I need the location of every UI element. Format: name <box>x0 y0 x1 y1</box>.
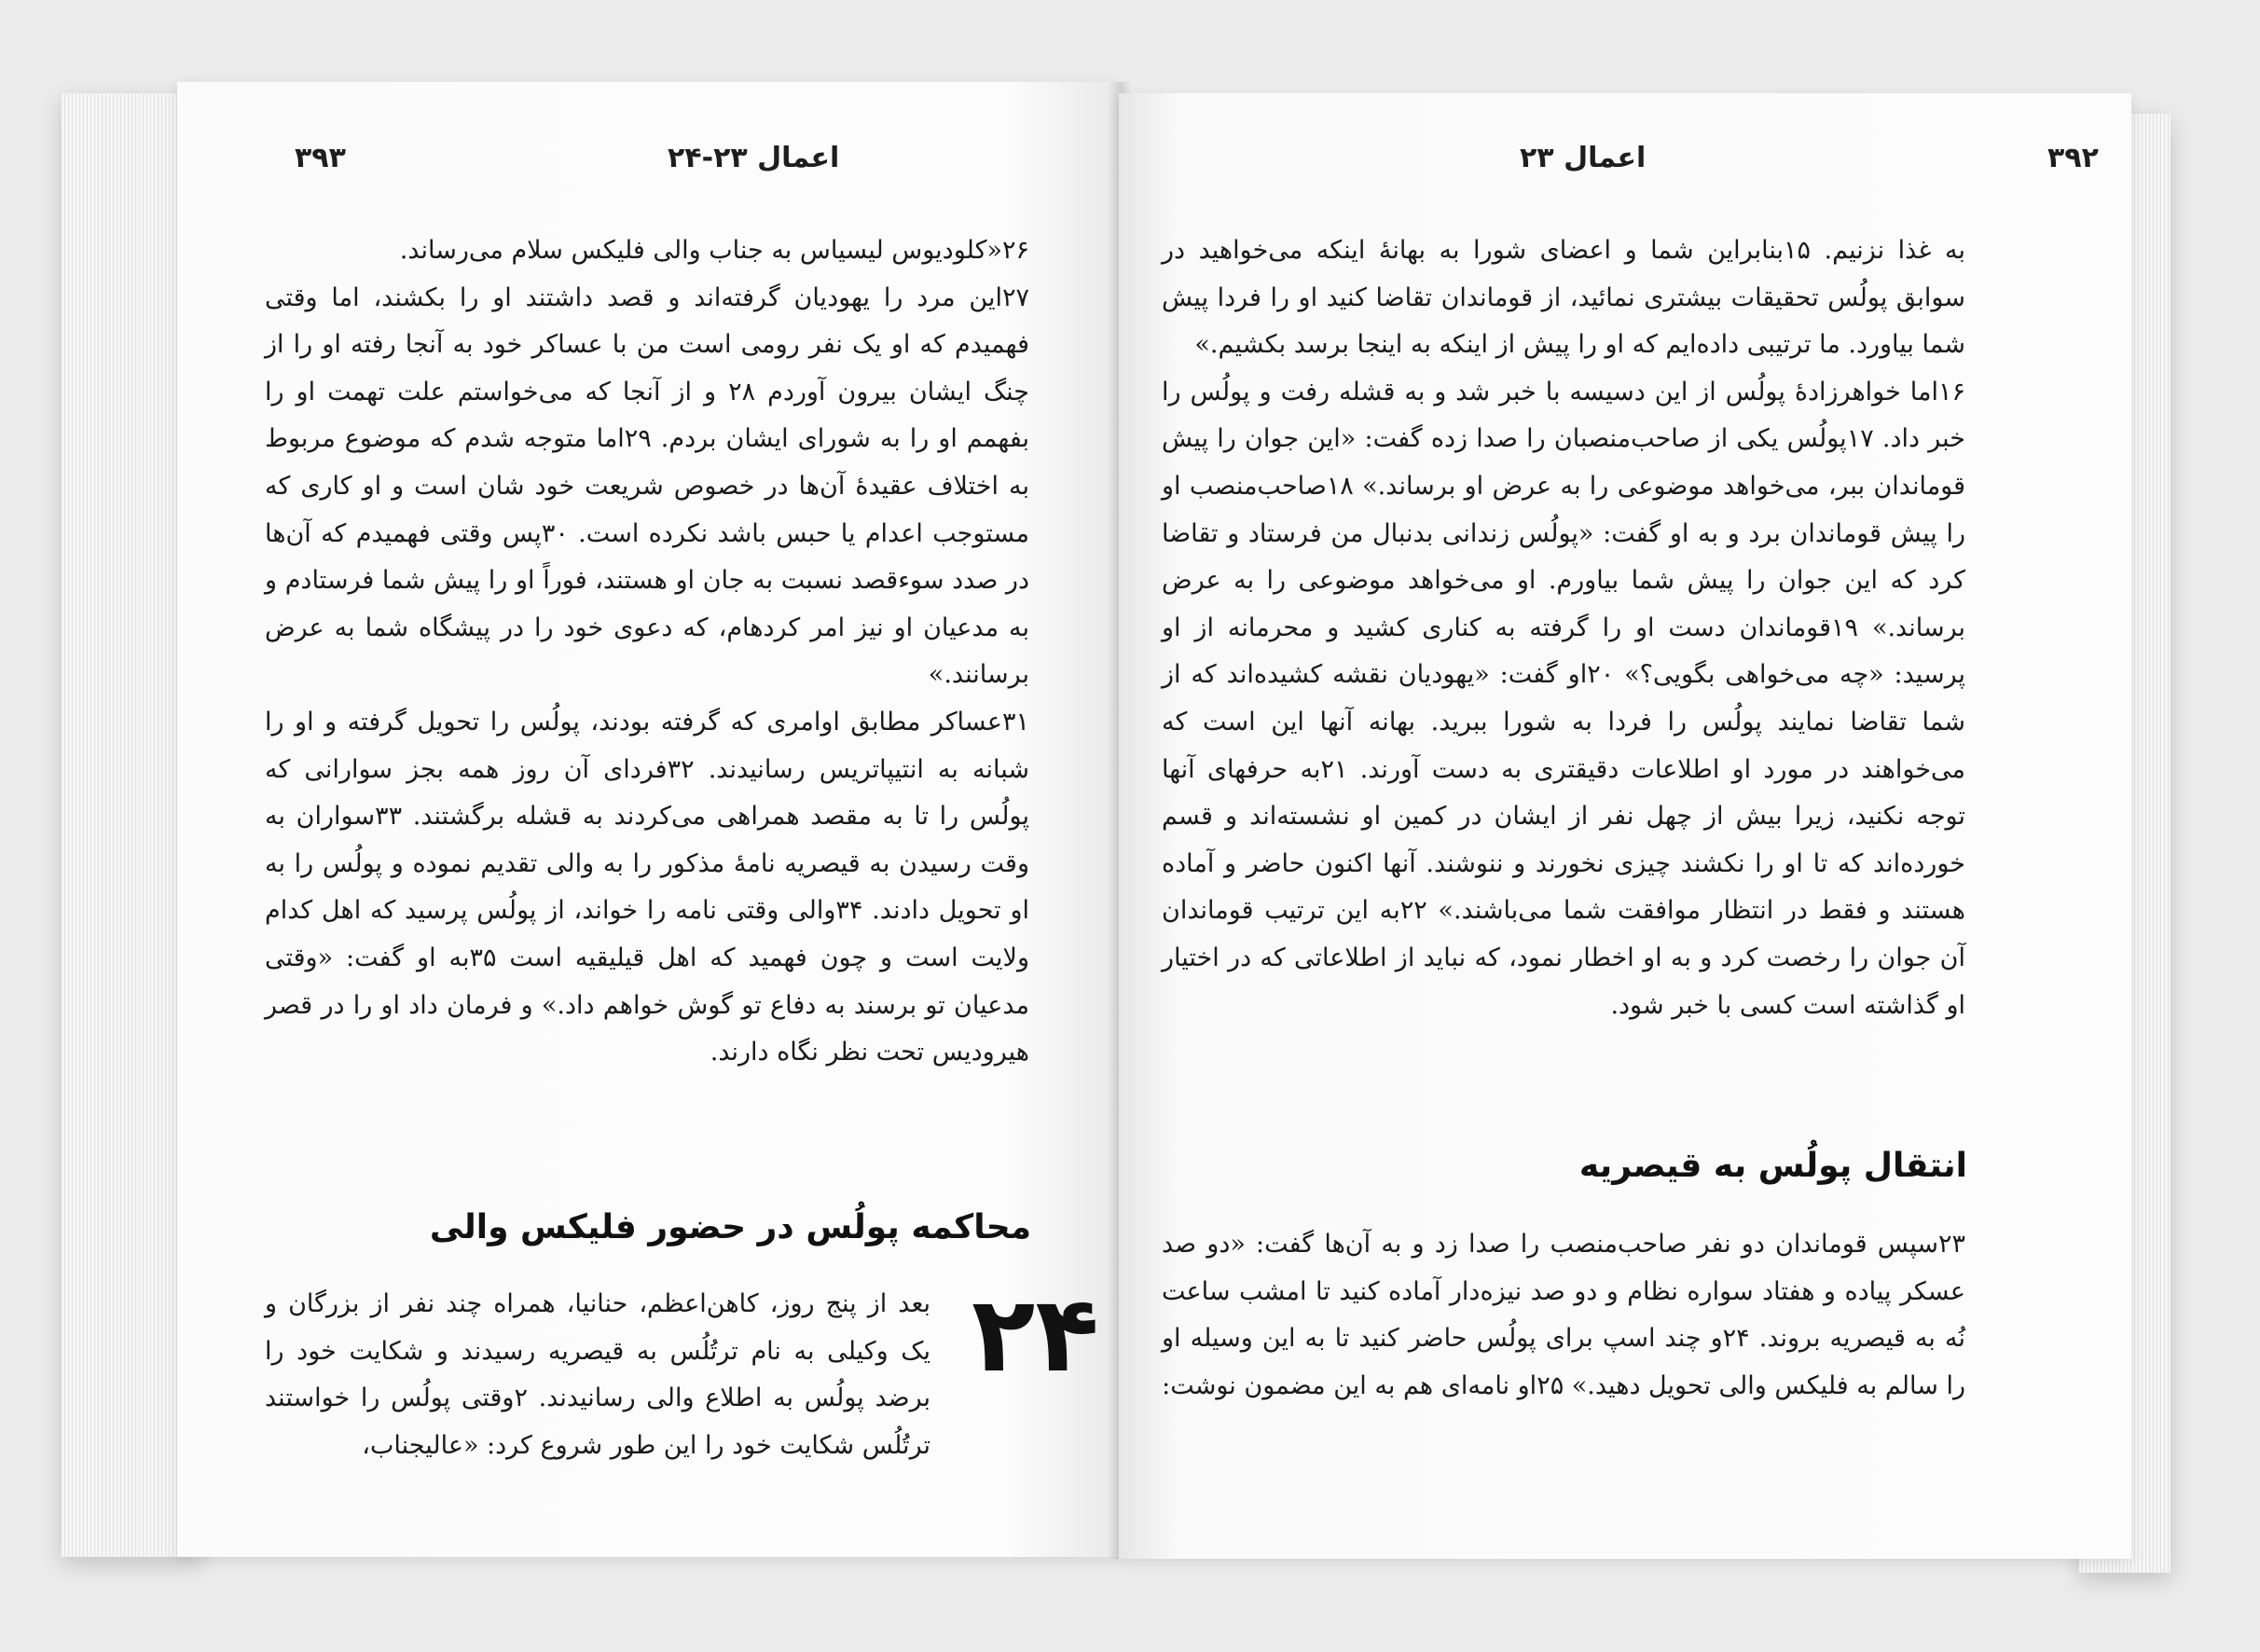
left-paragraph: ۲۷این مرد را یهودیان گرفته‌اند و قصد داشتند او را بکشند، اما وقتی فهمیدم که او یک نفر رومی است من با عساکر خود به آنجا رفته او را از چنگ ایشان بیرون آوردم ۲۸ و از آنجا که می‌خواستم علت تهمت او را بفهمم او را به شورای ایشان بردم. ۲۹اما متوجه شدم که موضوع مربوط به اختلاف عقیدهٔ آن‌ها در خصوص شریعت خود شان است و او کاری که مستوجب اعدام یا حبس باشد نکرده است. ۳۰پس وقتی فهمیدم که آن‌ها در صدد سوءقصد نسبت به جان او هستند، فوراً او را پیش شما فرستادم و به مدعیان او نیز امر کردهام، که دعوی خود را در پیشگاه شما به عرض برسانند.» <box>265 282 1030 690</box>
left-running-head: اعمال ۲۳-۲۴ <box>668 142 840 174</box>
right-page-number: ۳۹۲ <box>2047 142 2099 174</box>
left-page <box>177 82 1121 1557</box>
right-page-header <box>1426 142 2126 198</box>
left-page-header <box>295 142 1022 198</box>
left-section-heading: محاکمه پولُس در حضور فلیکس والی <box>429 1208 1031 1246</box>
right-page <box>1119 93 2131 1559</box>
right-body-text <box>1162 227 1965 1029</box>
chapter-opening-text: بعد از پنج روز، کاهن‌اعظم، حنانیا، همراه چند نفر از بزرگان و یک وکیلی به نام ترتُلُس به قیصریه رسیدند و شکایت خود را برضد پولُس به اطلاع والی رسانیدند. ۲وقتی پولُس را خواستند ترتُلُس شکایت خود را این طور شروع کرد: «عالیجناب، <box>265 1289 930 1460</box>
left-body-text <box>265 227 1029 1077</box>
right-paragraph: به غذا نزنیم. ۱۵بنابراین شما و اعضای شورا به بهانهٔ اینکه می‌خواهید در سوابق پولُس تحقیقات بیشتری نمائید، از قوماندان تقاضا کنید او را فردا پیش شما بیاورد. ما ترتیبی داده‌ایم که او را پیش از اینکه به اینجا برسد بکشیم.» <box>1162 236 1965 360</box>
chapter-number: ۲۴ <box>972 1274 1099 1396</box>
left-paragraph: ۲۶«کلودیوس لیسیاس به جناب والی فلیکس سلام می‌رساند. <box>399 236 1029 265</box>
right-running-head: اعمال ۲۳ <box>1520 142 1647 174</box>
right-body-text-after <box>1162 1221 1965 1410</box>
left-page-number: ۳۹۳ <box>295 142 346 174</box>
right-paragraph: ۲۳سپس قوماندان دو نفر صاحب‌منصب را صدا زد و به آن‌ها گفت: «دو صد عسکر پیاده و هفتاد سواره نظام و دو صد نیزه‌دار آماده کنید تا امشب ساعت نُه به قیصریه بروند. ۲۴و چند اسپ برای پولُس حاضر کنید تا به این وسیله او را سالم به فلیکس والی تحویل دهید.» ۲۵او نامه‌ای هم به این مضمون نوشت: <box>1162 1230 1965 1400</box>
right-section-heading: انتقال پولُس به قیصریه <box>1578 1147 1967 1185</box>
right-paragraph: ۱۶اما خواهرزادهٔ پولُس از این دسیسه با خبر شد و به قشله رفت و پولُس را خبر داد. ۱۷پولُس یکی از صاحب‌منصبان را صدا زده گفت: «این جوان را پیش قوماندان ببر، می‌خواهد موضوعی را به عرض او برساند.» ۱۸صاحب‌منصب او را پیش قوماندان برد و به او گفت: «پولُس زندانی بدنبال من فرستاد و تقاضا کرد که این جوان را پیش شما بیاورم. او می‌خواهد موضوعی را به عرض برساند.» ۱۹قوماندان دست او را گرفته به کناری کشید و محرمانه از او پرسید: «چه می‌خواهی بگویی؟» ۲۰او گفت: «یهودیان نقشه کشیده‌اند که از شما تقاضا نمایند پولُس را فردا به شورا ببرید. بهانه آنها این است که می‌خواهند در مورد او اطلاعات دقیقتری به دست آورند. ۲۱به حرفهای آنها توجه نکنید، زیرا بیش از چهل نفر از ایشان در کمین او نشسته‌اند و قسم خورده‌اند که تا او را نکشند چیزی نخورند و ننوشند. آنها اکنون حاضر و آماده هستند و فقط در انتظار موافقت شما می‌باشند.» ۲۲به این ترتیب قوماندان آن جوان را رخصت کرد و به او اخطار نمود، که نباید از اطلاعاتی که در اختیار او گذاشته است کسی با خبر شود. <box>1162 377 1966 1020</box>
left-paragraph: ۳۱عساکر مطابق اوامری که گرفته بودند، پولُس را تحویل گرفته و او را شبانه به انتیپاتریس رسانیدند. ۳۲فردای آن روز همه بجز سوارانی که پولُس را تا به مقصد همراهی می‌کردند به قشله برگشتند. ۳۳سواران به وقت رسیدن به قیصریه نامهٔ مذکور را به والی تقدیم نموده و پولُس را به او تحویل دادند. ۳۴والی وقتی نامه را خواند، از پولُس پرسید که اهل کدام ولایت است و چون فهمید که اهل قیلیقیه است ۳۵به او گفت: «وقتی مدعیان تو برسند به دفاع تو گوش خواهم داد.» و فرمان داد او را در قصر هیرودیس تحت نظر نگاه دارند. <box>265 707 1030 1067</box>
